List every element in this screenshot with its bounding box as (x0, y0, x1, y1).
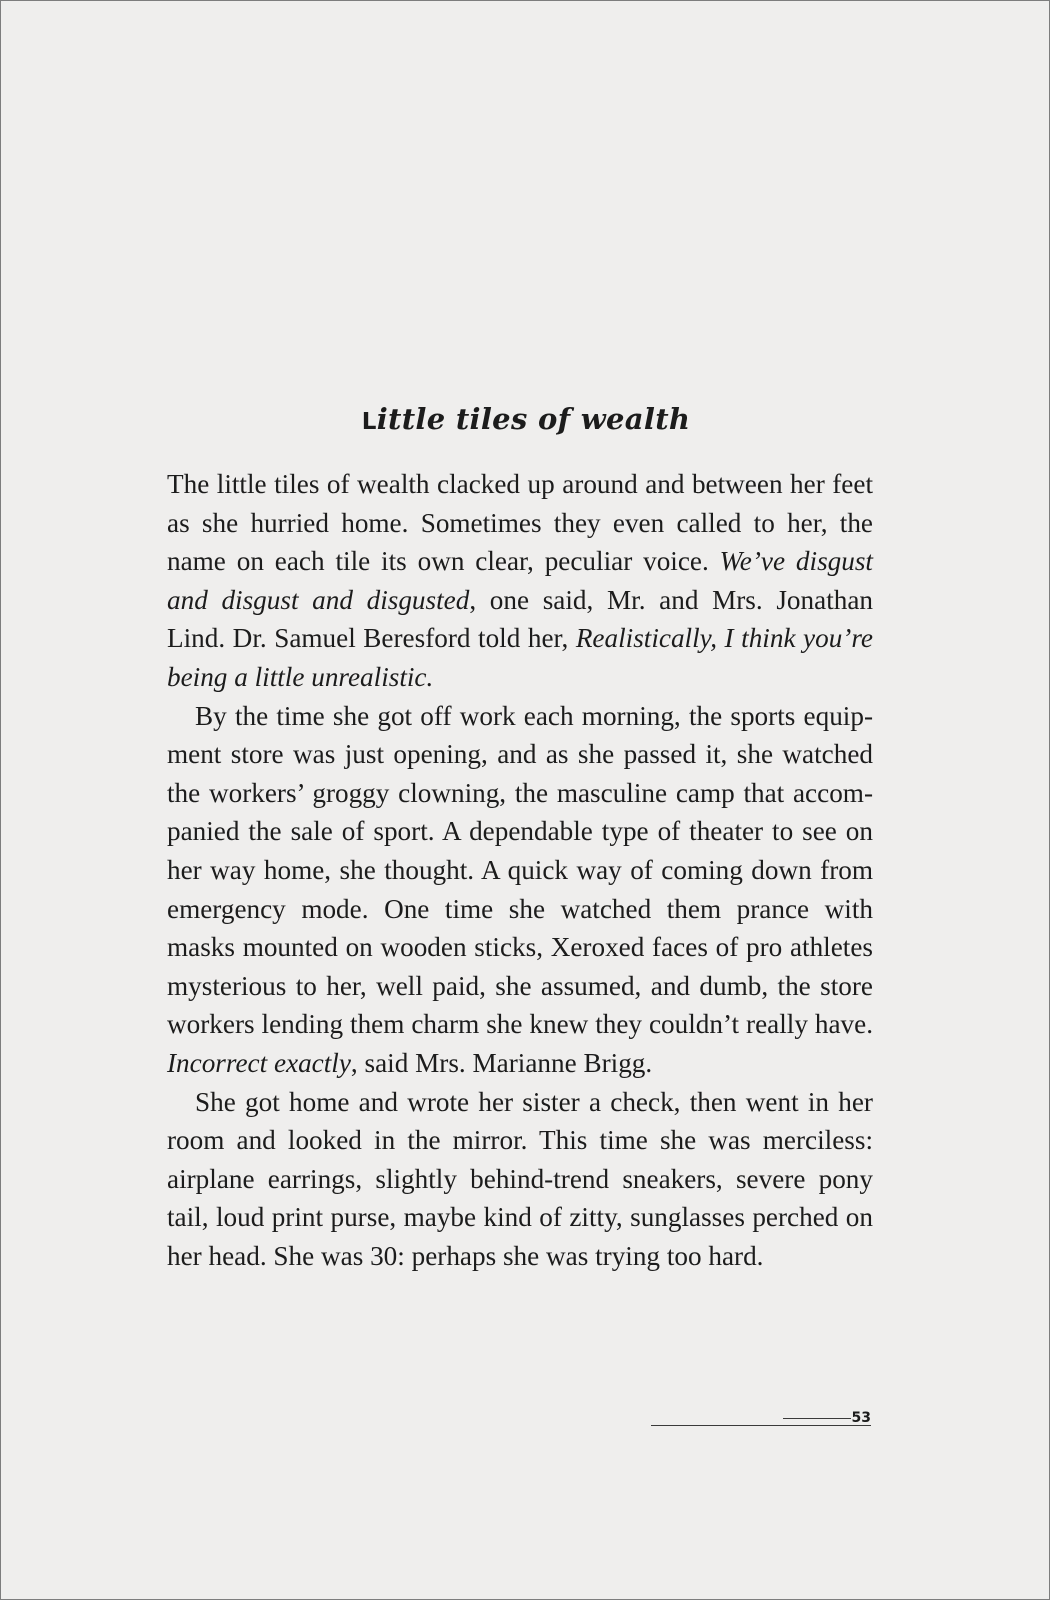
title-rest: ittle tiles of wealth (376, 402, 691, 437)
paragraph-1 (167, 465, 873, 697)
folio-rule-short (783, 1418, 851, 1419)
italic-run: Realistically, I think you’re being a little unrealistic. (167, 623, 873, 692)
text-run: By the time she got off work each morning, the sports equipment store was just opening, and as she passed it, she watched the workers’ groggy clowning, the masculine camp that accompanied the sale of sport. A dependable type of theater to see on her way home, she thought. A quick way of coming down from emergency mode. One time she watched them prance with masks mounted on wooden sticks, Xeroxed faces of pro athletes mysterious to her, well paid, she assumed, and dumb, the store workers lending them charm she knew they couldn’t really have. (167, 700, 873, 1040)
text-run: She got home and wrote her sister a check, then went in her room and looked in the mirror. This time she was merciless: airplane earrings, slightly behind-trend sneakers, severe pony tail, loud print purse, maybe kind of zitty, sunglasses perched on her head. She was 30: perhaps she was trying too hard. (167, 1086, 873, 1271)
text-run: The little tiles of wealth clacked up around and between her feet as she hurried home. Sometimes they even called to her, the name on each tile its own clear, peculiar voice. (167, 469, 873, 577)
italic-run: Incorrect exactly (167, 1047, 351, 1078)
folio (651, 1409, 871, 1429)
title-initial: L (361, 409, 377, 436)
text-run: , one said, Mr. and Mrs. Jonathan Lind. Dr. Samuel Beresford told her, (167, 584, 873, 654)
paragraph-2 (167, 697, 873, 1083)
chapter-title (1, 402, 1050, 436)
text-run: , said Mrs. Marianne Brigg. (350, 1047, 653, 1078)
paragraph-3 (167, 1083, 873, 1276)
page-number: 53 (851, 1410, 871, 1426)
body-text (167, 465, 873, 1275)
folio-rule-long (651, 1425, 871, 1426)
italic-run: We’ve disgust and disgust and disgusted (167, 546, 873, 615)
